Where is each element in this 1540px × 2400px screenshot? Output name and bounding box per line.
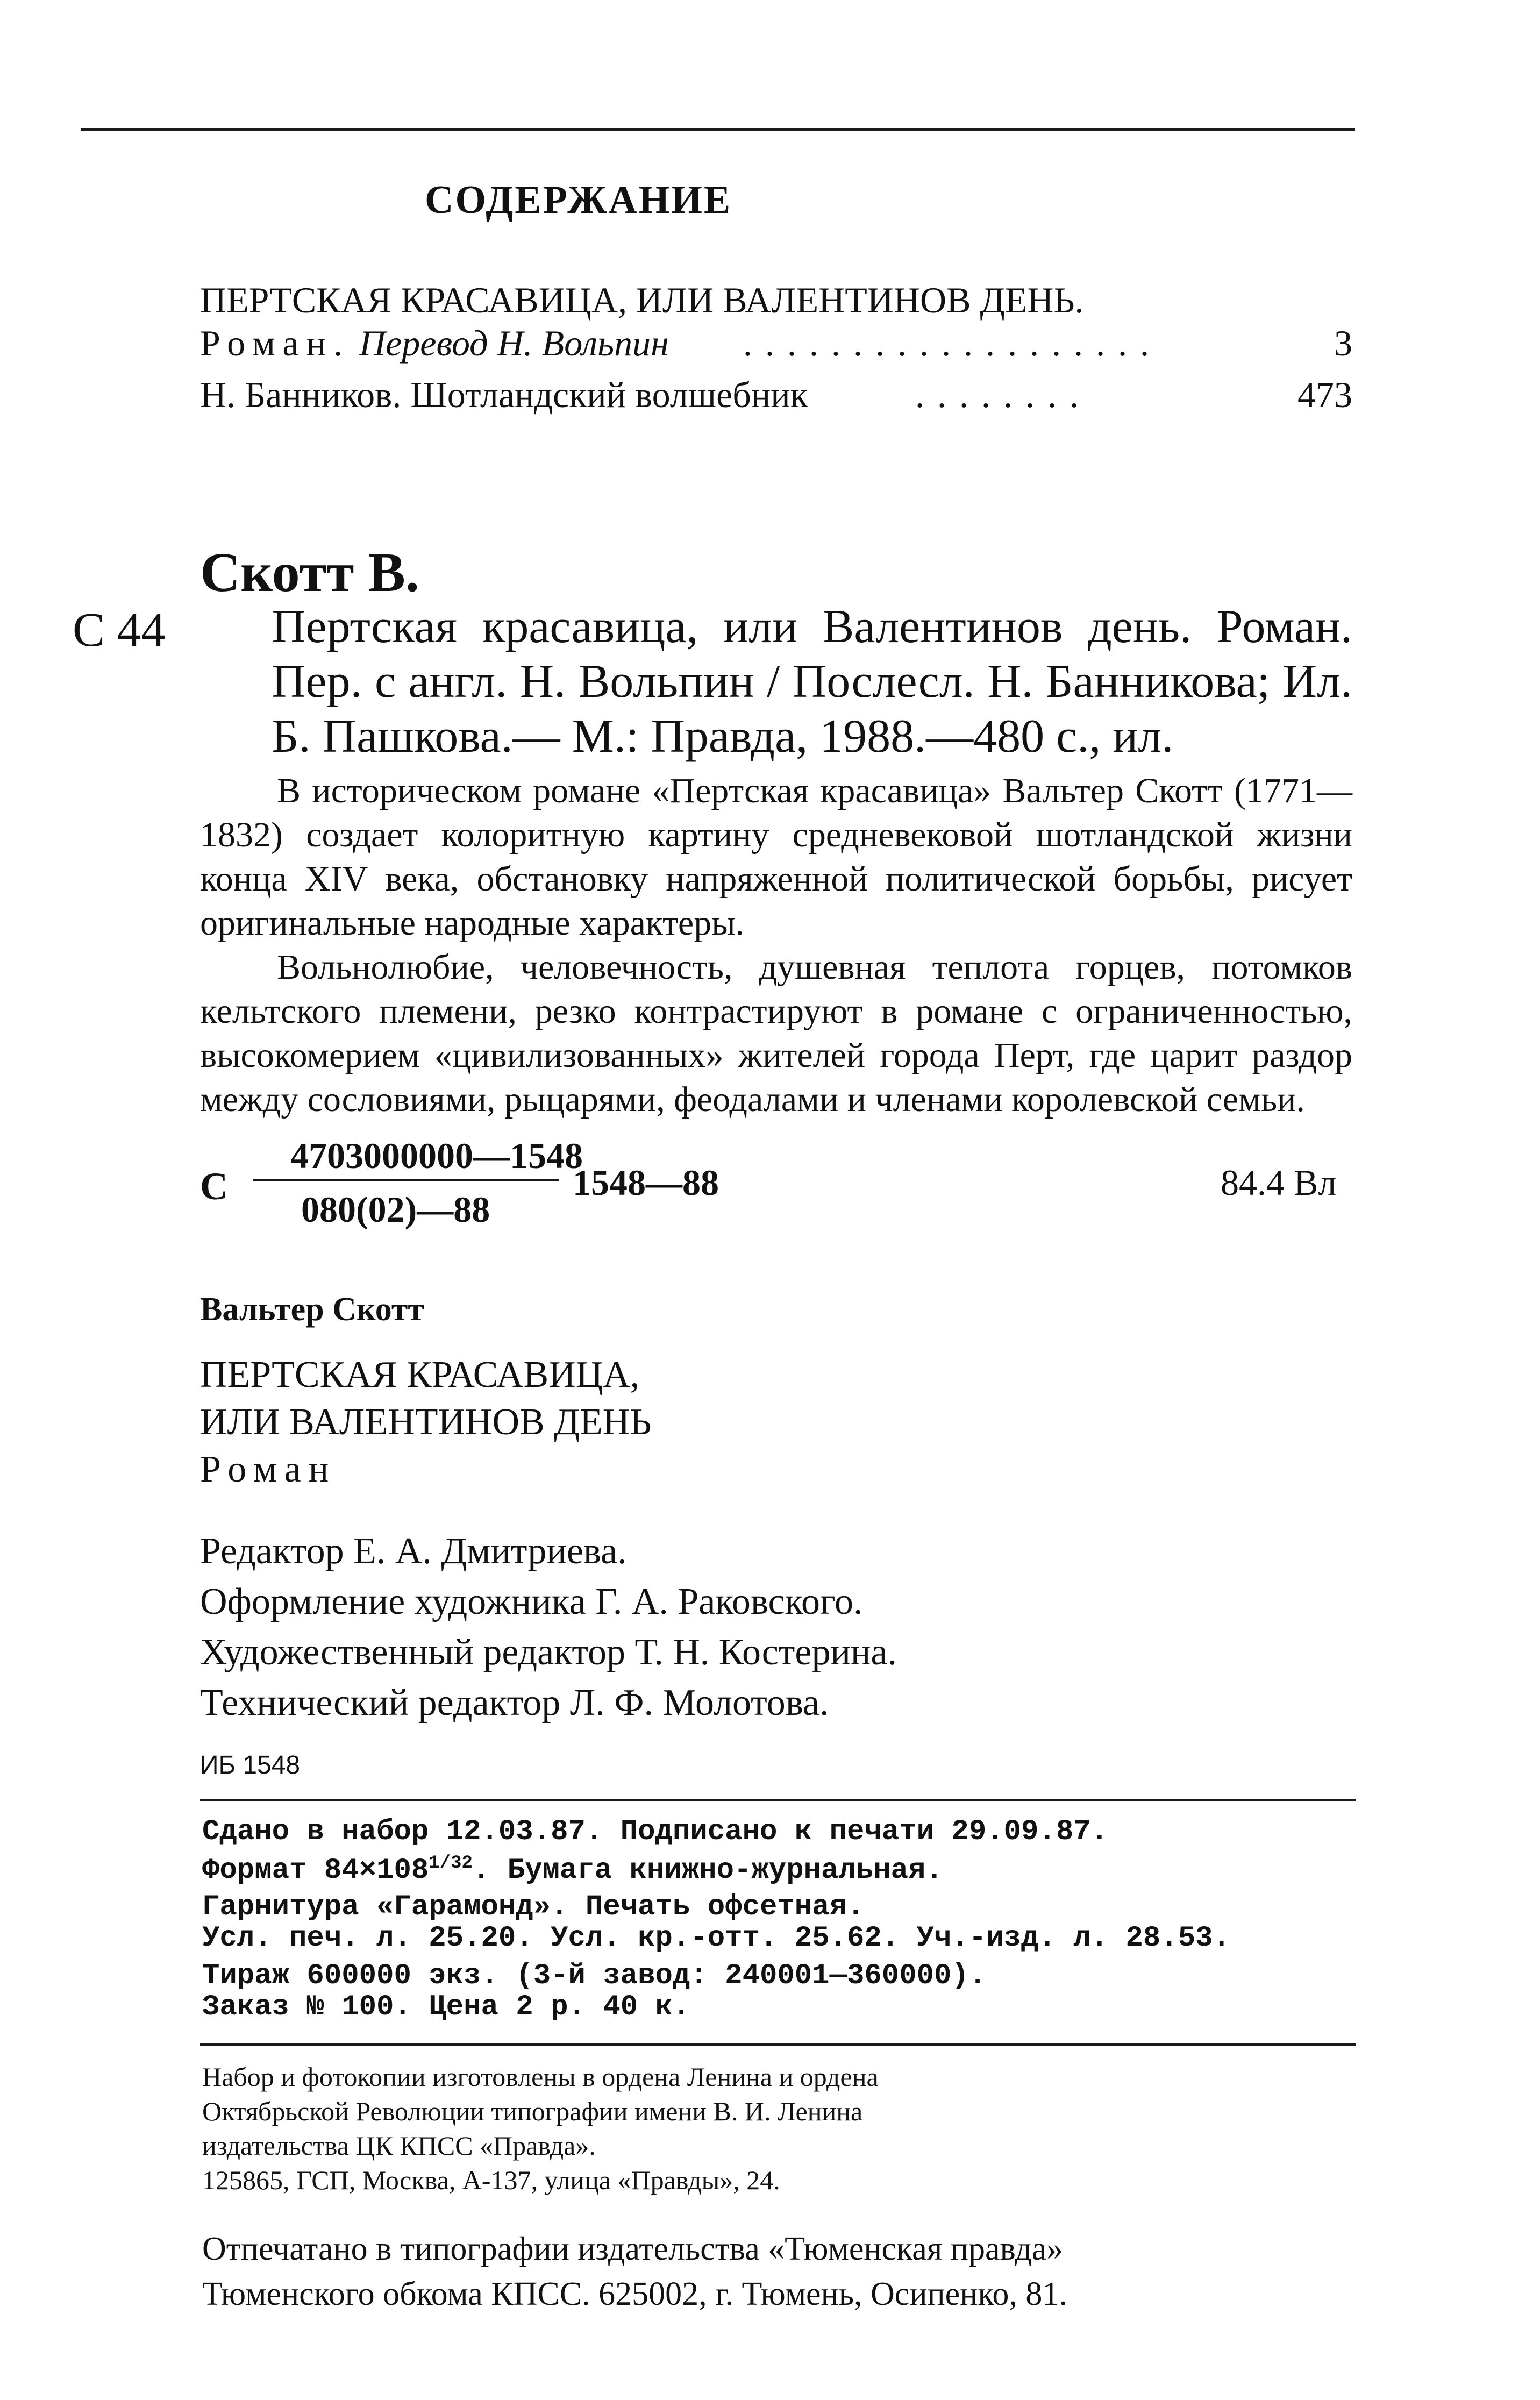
index-denominator: 080(02)—88 xyxy=(301,1189,490,1230)
staff-line: Технический редактор Л. Ф. Молотова. xyxy=(200,1682,829,1724)
toc-entry-title: Н. Банников. Шотландский волшебник xyxy=(200,374,808,415)
print-house-line: Отпечатано в типографии издательства «Тюменская правда» xyxy=(202,2231,1064,2267)
imprint-format-text: Формат 84×108 xyxy=(202,1854,429,1887)
credits-title-line-1: ПЕРТСКАЯ КРАСАВИЦА, xyxy=(200,1354,640,1395)
imprint-line: Гарнитура «Гарамонд». Печать офсетная. xyxy=(202,1891,865,1924)
imprint-line: Усл. печ. л. 25.20. Усл. кр.-отт. 25.62. Уч.-изд. л. 28.53. xyxy=(202,1922,1230,1955)
catalog-description: Пертская красавица, или Валентинов день. Роман. Пер. с англ. Н. Вольпин / Послесл. Н. Банникова; Ил. Б. Пашкова.— М.: Правда, 1988.—480 с., ил. xyxy=(272,601,1352,763)
catalog-call-number: С 44 xyxy=(73,603,166,657)
top-rule xyxy=(81,128,1355,131)
toc-entry-1-subline xyxy=(200,317,1352,369)
staff-line: Художественный редактор Т. Н. Костерина. xyxy=(200,1632,897,1673)
imprint-bottom-rule xyxy=(200,2043,1356,2046)
printer-line: Октябрьской Революции типографии имени В. И. Ленина xyxy=(202,2096,863,2126)
printer-line: Набор и фотокопии изготовлены в ордена Ленина и ордена xyxy=(202,2062,879,2092)
annotation-paragraph: Вольнолюбие, человечность, душевная теплота горцев, потомков кельтского племени, резко контрастируют в романе с ограниченностью, высокомерием «цивилизованных» жителей города Перт, где царит раздор между сословиями, рыцарями, феодалами и членами королевской семьи. xyxy=(200,948,1352,1119)
imprint-top-rule xyxy=(200,1799,1356,1801)
catalog-annotation xyxy=(200,769,1352,1122)
print-house-info xyxy=(202,2226,1067,2317)
printer-line: издательства ЦК КПСС «Правда». xyxy=(202,2131,596,2161)
index-fraction-line xyxy=(253,1179,559,1181)
toc-page-number: 3 xyxy=(1334,323,1352,364)
toc-leader: ................... xyxy=(743,323,1162,364)
bbk-index: 84.4 Вл xyxy=(1221,1162,1337,1203)
imprint-block xyxy=(202,1817,1230,2023)
index-letter: С xyxy=(200,1165,228,1208)
printer-info xyxy=(202,2060,879,2197)
toc-page-number: 473 xyxy=(1297,374,1352,415)
staff-line: Оформление художника Г. А. Раковского. xyxy=(200,1581,863,1622)
index-suffix: 1548—88 xyxy=(573,1162,719,1203)
print-house-line: Тюменского обкома КПСС. 625002, г. Тюмень, Осипенко, 81. xyxy=(202,2276,1067,2312)
credits-staff-list xyxy=(200,1526,897,1728)
ib-number: ИБ 1548 xyxy=(200,1751,301,1779)
index-numerator: 4703000000—1548 xyxy=(290,1135,583,1176)
toc-leader: ........ xyxy=(915,374,1092,415)
imprint-line: Сдано в набор 12.03.87. Подписано к печати 29.09.87. xyxy=(202,1815,1109,1848)
credits-genre: Роман xyxy=(200,1449,337,1490)
imprint-format-fraction: 1/32 xyxy=(429,1853,473,1874)
staff-line: Редактор Е. А. Дмитриева. xyxy=(200,1530,627,1572)
toc-entry-genre: Роман. xyxy=(200,323,350,364)
credits-author: Вальтер Скотт xyxy=(200,1291,424,1328)
catalog-author-heading: Скотт В. xyxy=(200,542,419,603)
toc-entry-2 xyxy=(200,369,1352,421)
printer-line: 125865, ГСП, Москва, А-137, улица «Правды», 24. xyxy=(202,2165,780,2195)
credits-title-line-2: ИЛИ ВАЛЕНТИНОВ ДЕНЬ xyxy=(200,1401,652,1443)
imprint-line: Заказ № 100. Цена 2 р. 40 к. xyxy=(202,1991,690,2024)
imprint-line-format xyxy=(202,1848,1230,1886)
toc-entry-translator: Перевод Н. Вольпин xyxy=(359,323,669,364)
contents-title: СОДЕРЖАНИЕ xyxy=(425,178,732,222)
toc-entry-title: ПЕРТСКАЯ КРАСАВИЦА, ИЛИ ВАЛЕНТИНОВ ДЕНЬ. xyxy=(200,280,1084,321)
imprint-paper-text: . Бумага книжно-журнальная. xyxy=(472,1854,943,1887)
imprint-line: Тираж 600000 экз. (3-й завод: 240001—360000). xyxy=(202,1960,987,1992)
annotation-paragraph: В историческом романе «Пертская красавица» Вальтер Скотт (1771—1832) создает колоритную картину средневековой шотландской жизни конца XIV века, обстановку напряженной политической борьбы, рисует оригинальные народные характеры. xyxy=(200,771,1352,943)
